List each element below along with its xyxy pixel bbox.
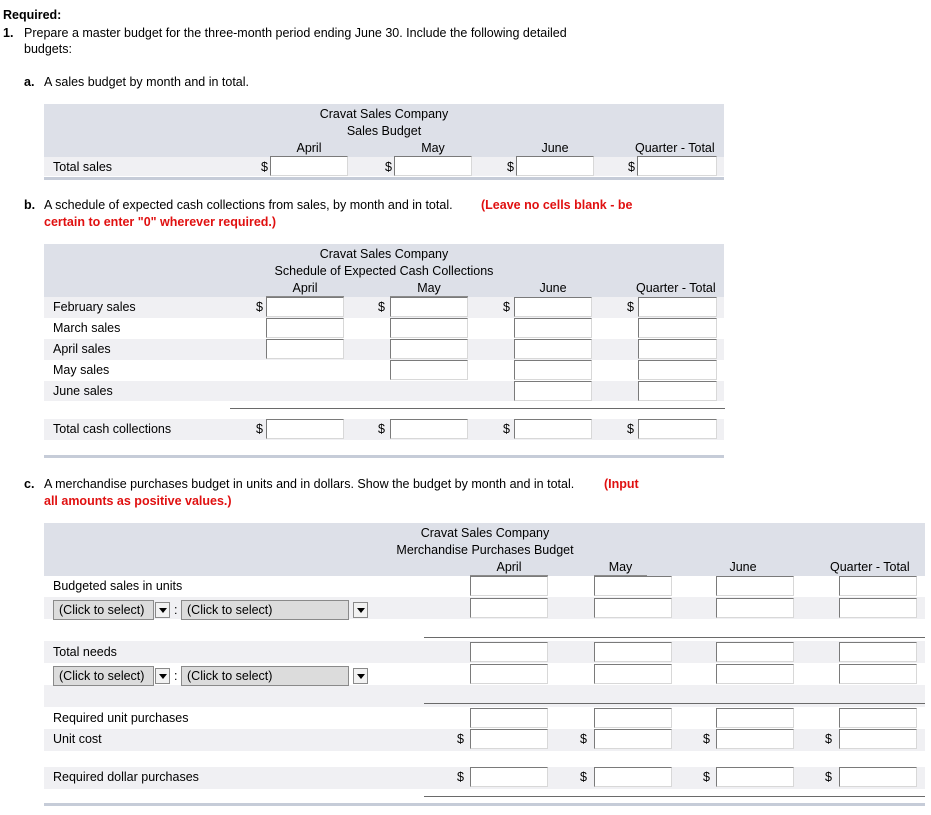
required-dollars-quarter-input[interactable] xyxy=(839,767,917,787)
total-needs-june-input[interactable] xyxy=(716,642,794,662)
unit-cost-label: Unit cost xyxy=(53,732,102,746)
currency-sign: $ xyxy=(378,300,385,314)
chevron-down-icon[interactable] xyxy=(353,668,368,684)
select-row1-june-input[interactable] xyxy=(716,598,794,618)
total-needs-april-input[interactable] xyxy=(470,642,548,662)
col-june: June xyxy=(729,560,757,574)
currency-sign: $ xyxy=(580,732,587,746)
row-label-february: February sales xyxy=(53,300,136,314)
table-title: Schedule of Expected Cash Collections xyxy=(274,264,494,278)
select-row2-june-input[interactable] xyxy=(716,664,794,684)
select-separator: : xyxy=(174,669,178,683)
part-a-text: A sales budget by month and in total. xyxy=(44,75,249,89)
jun-quarter-input[interactable] xyxy=(638,381,717,401)
instruction-number: 1. xyxy=(3,26,14,40)
currency-sign: $ xyxy=(825,770,832,784)
row-item-select-1[interactable]: (Click to select) xyxy=(181,600,349,620)
row-type-select-1[interactable]: (Click to select) xyxy=(53,600,154,620)
budgeted-sales-april-input[interactable] xyxy=(470,576,548,596)
part-c-text: A merchandise purchases budget in units and in dollars. Show the budget by month and in total. xyxy=(44,477,575,491)
apr-may-input[interactable] xyxy=(390,339,468,359)
may-quarter-input[interactable] xyxy=(638,360,717,380)
col-quarter-total: Quarter - Total xyxy=(830,560,910,574)
required-dollars-label: Required dollar purchases xyxy=(53,770,199,784)
currency-sign: $ xyxy=(256,300,263,314)
apr-june-input[interactable] xyxy=(514,339,592,359)
currency-sign: $ xyxy=(580,770,587,784)
currency-sign: $ xyxy=(378,422,385,436)
required-units-april-input[interactable] xyxy=(470,708,548,728)
total-may-input[interactable] xyxy=(390,419,468,439)
part-b-note-1: (Leave no cells blank - be xyxy=(481,198,633,212)
feb-may-input[interactable] xyxy=(390,297,468,317)
total-quarter-input[interactable] xyxy=(638,419,717,439)
col-april: April xyxy=(292,281,318,295)
row-type-select-2[interactable]: (Click to select) xyxy=(53,666,154,686)
chevron-down-icon[interactable] xyxy=(353,602,368,618)
currency-sign: $ xyxy=(825,732,832,746)
instruction-line2: budgets: xyxy=(24,42,72,56)
budgeted-sales-may-input[interactable] xyxy=(594,576,672,596)
select-row1-may-input[interactable] xyxy=(594,598,672,618)
currency-sign: $ xyxy=(627,300,634,314)
part-a-letter: a. xyxy=(24,75,35,89)
budgeted-sales-june-input[interactable] xyxy=(716,576,794,596)
budgeted-sales-label: Budgeted sales in units xyxy=(53,579,183,593)
part-c-note-1: (Input xyxy=(604,477,639,491)
feb-quarter-input[interactable] xyxy=(638,297,717,317)
may-june-input[interactable] xyxy=(514,360,592,380)
select-row1-april-input[interactable] xyxy=(470,598,548,618)
jun-june-input[interactable] xyxy=(514,381,592,401)
total-sales-label: Total sales xyxy=(53,160,113,174)
currency-sign: $ xyxy=(256,422,263,436)
required-units-june-input[interactable] xyxy=(716,708,794,728)
chevron-down-icon[interactable] xyxy=(155,602,170,618)
part-b-note-2: certain to enter "0" wherever required.) xyxy=(44,215,277,229)
part-c-letter: c. xyxy=(24,477,35,491)
company-name: Cravat Sales Company xyxy=(319,247,449,261)
currency-sign: $ xyxy=(457,732,464,746)
unit-cost-april-input[interactable] xyxy=(470,729,548,749)
total-april-input[interactable] xyxy=(266,419,344,439)
apr-april-input[interactable] xyxy=(266,339,344,359)
total-needs-quarter-input[interactable] xyxy=(839,642,917,662)
total-june-input[interactable] xyxy=(514,419,592,439)
required-dollars-june-input[interactable] xyxy=(716,767,794,787)
currency-sign: $ xyxy=(385,160,392,174)
total-needs-may-input[interactable] xyxy=(594,642,672,662)
select-separator: : xyxy=(174,603,178,617)
apr-quarter-input[interactable] xyxy=(638,339,717,359)
required-heading: Required: xyxy=(3,8,62,22)
required-units-may-input[interactable] xyxy=(594,708,672,728)
instruction-line1: Prepare a master budget for the three-month period ending June 30. Include the following detailed xyxy=(24,26,567,40)
row-label-march: March sales xyxy=(53,321,121,335)
part-b-letter: b. xyxy=(24,198,36,212)
row-item-select-2[interactable]: (Click to select) xyxy=(181,666,349,686)
required-units-label: Required unit purchases xyxy=(53,711,189,725)
part-c-note-2: all amounts as positive values.) xyxy=(44,494,232,508)
required-units-quarter-input[interactable] xyxy=(839,708,917,728)
unit-cost-quarter-input[interactable] xyxy=(839,729,917,749)
row-label-may: May sales xyxy=(53,363,110,377)
col-quarter-total: Quarter - Total xyxy=(635,141,715,155)
currency-sign: $ xyxy=(457,770,464,784)
chevron-down-icon[interactable] xyxy=(155,668,170,684)
mar-quarter-input[interactable] xyxy=(638,318,717,338)
select-row2-may-input[interactable] xyxy=(594,664,672,684)
row-label-april: April sales xyxy=(53,342,111,356)
row-label-june: June sales xyxy=(53,384,113,398)
unit-cost-may-input[interactable] xyxy=(594,729,672,749)
currency-sign: $ xyxy=(627,422,634,436)
required-dollars-may-input[interactable] xyxy=(594,767,672,787)
col-april: April xyxy=(496,560,522,574)
total-sales-april-input[interactable] xyxy=(270,156,348,176)
select-row2-quarter-input[interactable] xyxy=(839,664,917,684)
total-sales-quarter-input[interactable] xyxy=(637,156,717,176)
feb-june-input[interactable] xyxy=(514,297,592,317)
feb-april-input[interactable] xyxy=(266,297,344,317)
col-quarter-total: Quarter - Total xyxy=(636,281,716,295)
mar-may-input[interactable] xyxy=(390,318,468,338)
col-may: May xyxy=(421,141,445,155)
total-needs-label: Total needs xyxy=(53,645,117,659)
company-name: Cravat Sales Company xyxy=(319,107,449,121)
total-sales-june-input[interactable] xyxy=(516,156,594,176)
currency-sign: $ xyxy=(703,770,710,784)
col-may: May xyxy=(608,560,633,574)
col-june: June xyxy=(541,141,569,155)
company-name: Cravat Sales Company xyxy=(420,526,550,540)
total-sales-may-input[interactable] xyxy=(394,156,472,176)
currency-sign: $ xyxy=(503,422,510,436)
currency-sign: $ xyxy=(261,160,268,174)
col-april: April xyxy=(296,141,322,155)
table-title: Sales Budget xyxy=(346,124,422,138)
currency-sign: $ xyxy=(503,300,510,314)
table-title: Merchandise Purchases Budget xyxy=(396,543,574,557)
unit-cost-june-input[interactable] xyxy=(716,729,794,749)
select-row2-april-input[interactable] xyxy=(470,664,548,684)
part-b-text: A schedule of expected cash collections from sales, by month and in total. xyxy=(44,198,453,212)
col-may: May xyxy=(417,281,441,295)
col-june: June xyxy=(539,281,567,295)
mar-june-input[interactable] xyxy=(514,318,592,338)
total-collections-label: Total cash collections xyxy=(53,422,172,436)
mar-april-input[interactable] xyxy=(266,318,344,338)
currency-sign: $ xyxy=(628,160,635,174)
currency-sign: $ xyxy=(703,732,710,746)
select-row1-quarter-input[interactable] xyxy=(839,598,917,618)
may-may-input[interactable] xyxy=(390,360,468,380)
currency-sign: $ xyxy=(507,160,514,174)
budgeted-sales-quarter-input[interactable] xyxy=(839,576,917,596)
required-dollars-april-input[interactable] xyxy=(470,767,548,787)
